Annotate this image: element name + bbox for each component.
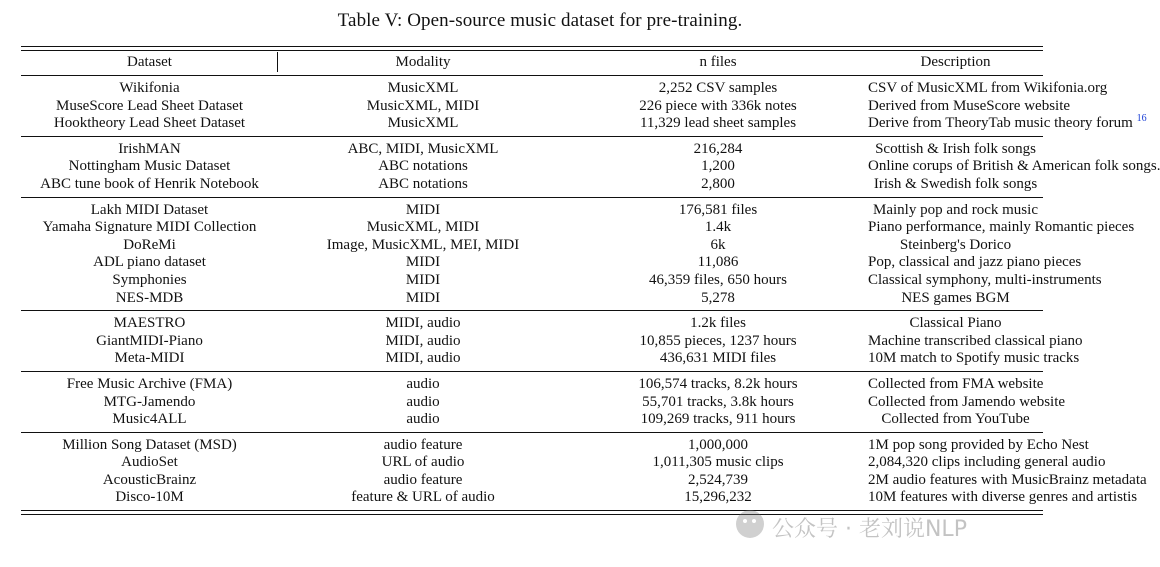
cell-nfiles: 6k: [710, 236, 726, 253]
cell-nfiles: 55,701 tracks, 3.8k hours: [642, 393, 794, 410]
table-row: [21, 176, 1043, 194]
cell-dataset: Wikifonia: [119, 80, 180, 96]
cell-nfiles: 436,631 MIDI files: [659, 350, 777, 367]
cell-dataset: Meta-MIDI: [114, 350, 185, 367]
table-row-group: [21, 198, 1135, 312]
cell-dataset: GiantMIDI-Piano: [96, 332, 203, 349]
cell-description: 1M pop song provided by Echo Nest: [868, 436, 1089, 453]
table-row: [21, 254, 1082, 272]
cell-dataset: MTG-Jamendo: [103, 393, 196, 410]
cell-nfiles: 1,011,305 music clips: [652, 454, 784, 471]
cell-dataset: MAESTRO: [113, 315, 186, 332]
cell-modality: audio feature: [383, 471, 463, 488]
cell-nfiles: 226 piece with 336k notes: [639, 97, 797, 114]
table-row: [21, 436, 1089, 455]
table-row: [21, 141, 1043, 159]
cell-dataset: MuseScore Lead Sheet Dataset: [55, 97, 244, 114]
watermark-text: 公众号 · 老刘说NLP: [772, 517, 967, 542]
cell-dataset: Lakh MIDI Dataset: [90, 201, 209, 218]
cell-nfiles: 2,524,739: [688, 471, 748, 488]
table-row: [21, 158, 1160, 176]
cell-nfiles: 106,574 tracks, 8.2k hours: [638, 375, 798, 392]
cell-nfiles: 1.4k: [704, 219, 732, 236]
cell-description: Collected from YouTube: [881, 411, 1030, 428]
table-row: [21, 411, 1043, 429]
cell-nfiles: 2,800: [701, 175, 735, 192]
cell-modality: MIDI, audio: [385, 315, 461, 332]
cell-nfiles: 1,200: [701, 158, 735, 175]
cell-description: Classical Piano: [909, 315, 1002, 332]
table-row: [21, 350, 1080, 368]
table-row: [21, 376, 1043, 394]
cell-nfiles: 109,269 tracks, 911 hours: [640, 411, 796, 428]
cell-description: NES games BGM: [901, 289, 1010, 306]
table-row-group: [21, 372, 1066, 433]
cell-description: Pop, classical and jazz piano pieces: [868, 254, 1082, 271]
table-row-group: [21, 76, 1147, 137]
table-header: [21, 51, 1043, 76]
cell-dataset: Hooktheory Lead Sheet Dataset: [53, 115, 246, 132]
table-caption: Table V: Open-source music dataset for pre-training.: [337, 10, 743, 31]
cell-modality: MIDI, audio: [385, 350, 461, 367]
table-row: [21, 332, 1083, 351]
cell-nfiles: 10,855 pieces, 1237 hours: [639, 332, 797, 349]
cell-description: 10M features with diverse genres and artistis: [868, 489, 1138, 506]
cell-dataset: Yamaha Signature MIDI Collection: [42, 219, 257, 236]
cell-description: Derived from MuseScore website: [868, 97, 1071, 114]
cell-dataset: Disco-10M: [115, 489, 184, 506]
cell-dataset: Nottingham Music Dataset: [68, 158, 231, 175]
cell-nfiles: 15,296,232: [684, 489, 752, 506]
table-row: [21, 219, 1135, 237]
cell-modality: feature & URL of audio: [351, 489, 495, 506]
header-dataset: Dataset: [21, 54, 278, 72]
cell-dataset: Music4ALL: [112, 411, 187, 428]
table-row-group: [21, 137, 1160, 198]
cell-dataset: IrishMAN: [118, 140, 181, 157]
table-bottom-rule: [21, 510, 1043, 515]
cell-description: Steinberg's Dorico: [899, 236, 1012, 253]
cell-dataset: DoReMi: [123, 236, 176, 253]
cell-modality: MusicXML: [387, 80, 459, 96]
table-row: [21, 237, 1043, 255]
cell-modality: MusicXML: [387, 115, 459, 132]
footnote-link[interactable]: 16: [1136, 113, 1147, 125]
cell-nfiles: 1,000,000: [688, 436, 748, 453]
table-row: [21, 80, 1108, 98]
cell-modality: Image, MusicXML, MEI, MIDI: [326, 236, 520, 253]
cell-modality: MusicXML, MIDI: [366, 219, 480, 236]
cell-nfiles: 176,581 files: [678, 201, 758, 218]
cell-description: CSV of MusicXML from Wikifonia.org: [868, 80, 1108, 96]
cell-modality: MIDI: [405, 271, 441, 288]
cell-modality: ABC notations: [378, 175, 468, 192]
cell-description: Collected from FMA website: [868, 375, 1044, 392]
header-modality: Modality: [395, 54, 451, 71]
cell-description: 2,084,320 clips including general audio: [868, 454, 1106, 471]
cell-description: Scottish & Irish folk songs: [875, 140, 1036, 157]
cell-dataset: Free Music Archive (FMA): [66, 375, 233, 392]
cell-description: Collected from Jamendo website: [868, 393, 1066, 410]
cell-modality: MusicXML, MIDI: [366, 97, 480, 114]
cell-nfiles: 216,284: [693, 140, 743, 157]
cell-description: Machine transcribed classical piano: [868, 332, 1083, 349]
table-row: [21, 202, 1043, 220]
cell-modality: MIDI: [405, 201, 441, 218]
cell-nfiles: 11,329 lead sheet samples: [639, 115, 797, 132]
table-body: [21, 76, 1160, 510]
cell-dataset: Million Song Dataset (MSD): [62, 436, 237, 453]
cell-dataset: NES-MDB: [115, 289, 184, 306]
table-row: [21, 97, 1071, 116]
cell-dataset: ABC tune book of Henrik Notebook: [40, 175, 259, 192]
cell-modality: audio: [406, 393, 440, 410]
cell-modality: ABC notations: [378, 158, 468, 175]
cell-modality: MIDI, audio: [385, 332, 461, 349]
cell-modality: URL of audio: [381, 454, 465, 471]
cell-dataset: AcousticBrainz: [102, 471, 197, 488]
cell-description: 10M match to Spotify music tracks: [868, 350, 1080, 367]
table-row-group: [21, 311, 1083, 372]
cell-description: Derive from TheoryTab music theory forum $^{16}$: [868, 113, 1147, 132]
cell-dataset: ADL piano dataset: [93, 254, 206, 271]
table-row: [21, 315, 1043, 333]
cell-description: Online corups of British & American folk songs.: [868, 158, 1160, 175]
header-nfiles: n files: [699, 54, 737, 71]
cell-description: Classical symphony, multi-instruments: [868, 271, 1102, 288]
table-row: [21, 113, 1147, 133]
cell-nfiles: 5,278: [701, 289, 735, 306]
table-row: [21, 489, 1138, 507]
cell-modality: audio: [406, 375, 440, 392]
cell-nfiles: 46,359 files, 650 hours: [649, 271, 787, 288]
table-row: [21, 454, 1106, 472]
table-row: [21, 471, 1147, 490]
cell-nfiles: 1.2k files: [690, 315, 746, 332]
cell-modality: ABC, MIDI, MusicXML: [347, 140, 499, 157]
table-row: [21, 271, 1102, 290]
header-description: Description: [920, 54, 991, 71]
table-row-group: [21, 433, 1147, 510]
cell-dataset: AudioSet: [121, 454, 178, 471]
cell-dataset: Symphonies: [112, 271, 187, 288]
cell-description: Irish & Swedish folk songs: [873, 175, 1038, 192]
datasets-table: [21, 46, 1160, 515]
table-row: [21, 290, 1043, 308]
cell-description: 2M audio features with MusicBrainz metadata: [868, 471, 1147, 488]
cell-nfiles: 2,252 CSV samples: [658, 80, 778, 96]
table-row: [21, 393, 1066, 412]
cell-modality: MIDI: [405, 289, 441, 306]
cell-modality: MIDI: [405, 254, 441, 271]
cell-description: Mainly pop and rock music: [873, 201, 1038, 218]
cell-nfiles: 11,086: [697, 254, 739, 271]
cell-modality: audio feature: [383, 436, 463, 453]
cell-description: Piano performance, mainly Romantic pieces: [868, 219, 1135, 236]
header-column-separator: [277, 52, 278, 72]
cell-modality: audio: [406, 411, 440, 428]
